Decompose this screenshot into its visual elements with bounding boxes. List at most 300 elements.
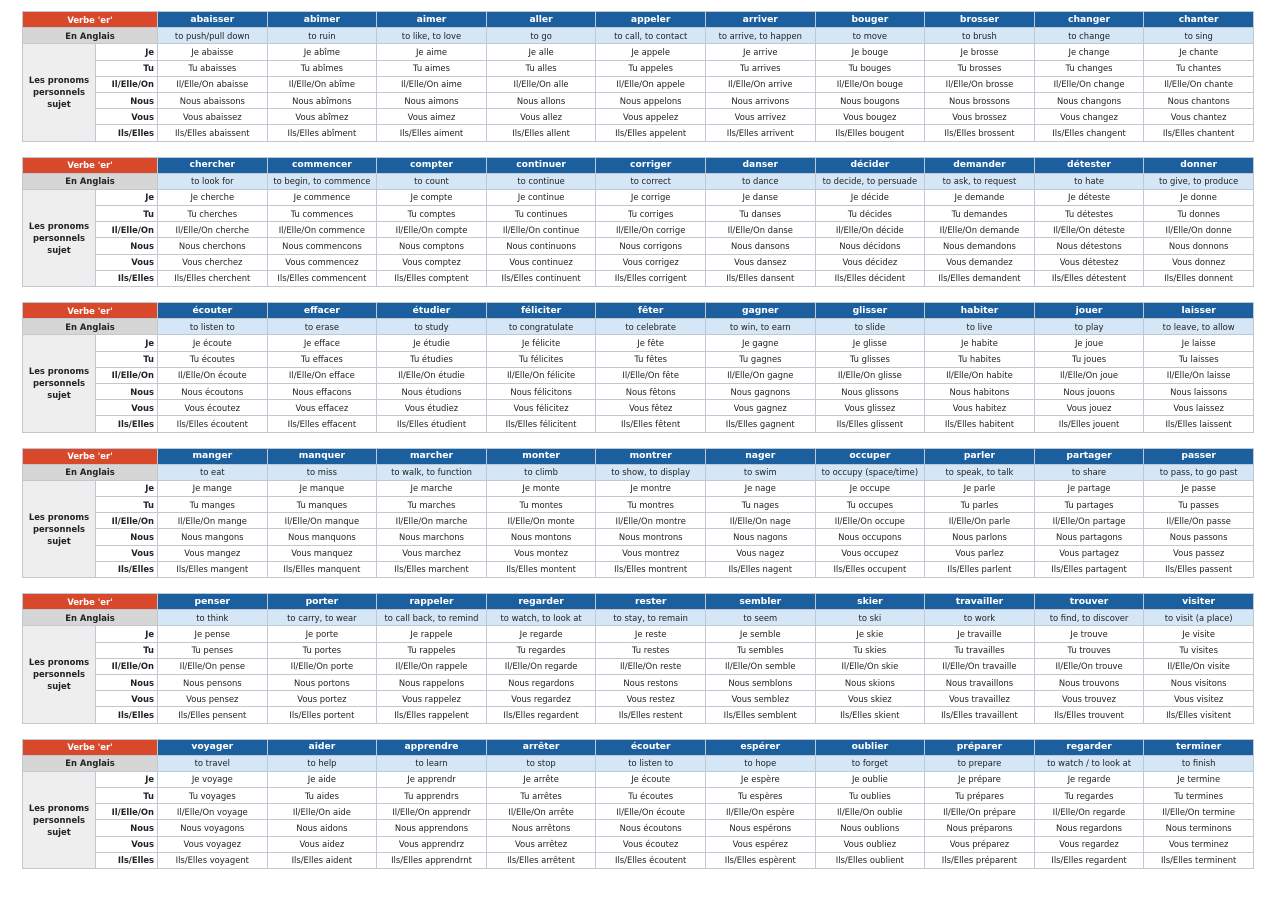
conjugation-cell: Tu écoutes xyxy=(158,351,268,367)
conjugation-cell: Je commence xyxy=(267,189,377,205)
conjugation-cell: Ils/Elles effacent xyxy=(267,416,377,432)
verb-header: abaisser xyxy=(158,12,268,28)
conjugation-cell: Il/Elle/On habite xyxy=(925,367,1035,383)
conjugation-cell: Vous parlez xyxy=(925,545,1035,561)
translation-cell: to congratulate xyxy=(486,319,596,335)
conjugation-cell: Il/Elle/On voyage xyxy=(158,804,268,820)
verbe-er-label: Verbe 'er' xyxy=(23,594,158,610)
conjugation-cell: Il/Elle/On joue xyxy=(1034,367,1144,383)
conjugation-cell: Vous skiez xyxy=(815,691,925,707)
conjugation-cell: Je arrive xyxy=(705,44,815,60)
conjugation-cell: Je termine xyxy=(1144,771,1254,787)
conjugation-cell: Tu brosses xyxy=(925,60,1035,76)
conjugation-cell: Vous cherchez xyxy=(158,254,268,270)
verb-header-row xyxy=(23,594,1254,610)
conjugation-cell: Il/Elle/On bouge xyxy=(815,76,925,92)
conjugation-cell: Il/Elle/On occupe xyxy=(815,513,925,529)
conjugation-cell: Ils/Elles fêtent xyxy=(596,416,706,432)
verbe-er-label: Verbe 'er' xyxy=(23,448,158,464)
conjugation-cell: Il/Elle/On montre xyxy=(596,513,706,529)
conjugation-cell: Tu demandes xyxy=(925,206,1035,222)
conjugation-cell: Tu arrives xyxy=(705,60,815,76)
conjugation-cell: Ils/Elles décident xyxy=(815,270,925,286)
en-anglais-label: En Anglais xyxy=(23,173,158,189)
pronoun-cell: Tu xyxy=(96,642,158,658)
conjugation-cell: Nous étudions xyxy=(377,383,487,399)
conjugation-cell: Tu félicites xyxy=(486,351,596,367)
conjugation-cell: Tu écoutes xyxy=(596,788,706,804)
conjugation-cell: Nous semblons xyxy=(705,674,815,690)
pronoun-cell: Je xyxy=(96,480,158,496)
translation-cell: to leave, to allow xyxy=(1144,319,1254,335)
conjugation-cell: Je corrige xyxy=(596,189,706,205)
conjugation-cell: Vous travaillez xyxy=(925,691,1035,707)
translation-cell: to change xyxy=(1034,28,1144,44)
conjugation-cell: Je compte xyxy=(377,189,487,205)
conjugation-cell: Tu gagnes xyxy=(705,351,815,367)
conjugation-cell: Ils/Elles cherchent xyxy=(158,270,268,286)
conjugation-cell: Tu nages xyxy=(705,497,815,513)
conjugation-cell: Il/Elle/On étudie xyxy=(377,367,487,383)
translation-cell: to hope xyxy=(705,755,815,771)
verb-header-row xyxy=(23,739,1254,755)
conjugation-cell: Nous laissons xyxy=(1144,383,1254,399)
conjugation-cell: Tu marches xyxy=(377,497,487,513)
conjugation-cell: Nous cherchons xyxy=(158,238,268,254)
conjugation-cell: Tu effaces xyxy=(267,351,377,367)
conjugation-table xyxy=(22,448,1254,579)
conjugation-cell: Tu partages xyxy=(1034,497,1144,513)
translation-cell: to move xyxy=(815,28,925,44)
conjugation-cell: Ils/Elles arrivent xyxy=(705,125,815,141)
conjugation-row xyxy=(23,626,1254,642)
conjugation-cell: Il/Elle/On prépare xyxy=(925,804,1035,820)
conjugation-cell: Ils/Elles écoutent xyxy=(596,852,706,868)
conjugation-row xyxy=(23,707,1254,723)
conjugation-cell: Ils/Elles bougent xyxy=(815,125,925,141)
conjugation-cell: Je laisse xyxy=(1144,335,1254,351)
verb-header: partager xyxy=(1034,448,1144,464)
pronoun-cell: Tu xyxy=(96,351,158,367)
conjugation-cell: Vous partagez xyxy=(1034,545,1144,561)
conjugation-cell: Vous abîmez xyxy=(267,109,377,125)
conjugation-cell: Ils/Elles terminent xyxy=(1144,852,1254,868)
translation-cell: to continue xyxy=(486,173,596,189)
conjugation-cell: Vous regardez xyxy=(1034,836,1144,852)
conjugation-cell: Ils/Elles commencent xyxy=(267,270,377,286)
conjugation-cell: Vous commencez xyxy=(267,254,377,270)
pronoun-cell: Vous xyxy=(96,691,158,707)
conjugation-cell: Ils/Elles arrêtent xyxy=(486,852,596,868)
conjugation-cell: Vous voyagez xyxy=(158,836,268,852)
verb-header: fêter xyxy=(596,303,706,319)
conjugation-cell: Nous écoutons xyxy=(158,383,268,399)
translation-cell: to watch / to look at xyxy=(1034,755,1144,771)
conjugation-cell: Ils/Elles abaissent xyxy=(158,125,268,141)
translation-cell: to seem xyxy=(705,610,815,626)
conjugation-cell: Ils/Elles aident xyxy=(267,852,377,868)
conjugation-cell: Nous partagons xyxy=(1034,529,1144,545)
pronoun-cell: Tu xyxy=(96,60,158,76)
pronoun-cell: Je xyxy=(96,335,158,351)
conjugation-cell: Ils/Elles skient xyxy=(815,707,925,723)
pronoun-cell: Je xyxy=(96,626,158,642)
conjugation-cell: Nous effacons xyxy=(267,383,377,399)
conjugation-cell: Vous aidez xyxy=(267,836,377,852)
conjugation-cell: Nous terminons xyxy=(1144,820,1254,836)
conjugation-cell: Tu changes xyxy=(1034,60,1144,76)
conjugation-cell: Vous trouvez xyxy=(1034,691,1144,707)
conjugation-row xyxy=(23,189,1254,205)
conjugation-row xyxy=(23,125,1254,141)
verb-header: skier xyxy=(815,594,925,610)
conjugation-row xyxy=(23,206,1254,222)
pronouns-label: Les pronoms personnels sujet xyxy=(23,480,96,577)
en-anglais-label: En Anglais xyxy=(23,610,158,626)
conjugation-cell: Nous visitons xyxy=(1144,674,1254,690)
translation-cell: to learn xyxy=(377,755,487,771)
conjugation-cell: Nous occupons xyxy=(815,529,925,545)
conjugation-cell: Nous passons xyxy=(1144,529,1254,545)
conjugation-cell: Ils/Elles chantent xyxy=(1144,125,1254,141)
conjugation-cell: Nous décidons xyxy=(815,238,925,254)
translation-cell: to brush xyxy=(925,28,1035,44)
verb-header-row xyxy=(23,157,1254,173)
conjugation-cell: Ils/Elles dansent xyxy=(705,270,815,286)
pronouns-label: Les pronoms personnels sujet xyxy=(23,189,96,286)
conjugation-row xyxy=(23,852,1254,868)
conjugation-cell: Vous visitez xyxy=(1144,691,1254,707)
conjugation-cell: Je monte xyxy=(486,480,596,496)
verb-header: féliciter xyxy=(486,303,596,319)
conjugation-cell: Je montre xyxy=(596,480,706,496)
translation-cell: to listen to xyxy=(596,755,706,771)
conjugation-cell: Je bouge xyxy=(815,44,925,60)
conjugation-row xyxy=(23,674,1254,690)
conjugation-cell: Vous espérez xyxy=(705,836,815,852)
conjugation-cell: Tu manques xyxy=(267,497,377,513)
conjugation-cell: Je nage xyxy=(705,480,815,496)
conjugation-cell: Il/Elle/On marche xyxy=(377,513,487,529)
conjugation-cell: Tu corriges xyxy=(596,206,706,222)
conjugation-cell: Nous voyagons xyxy=(158,820,268,836)
verb-header: parler xyxy=(925,448,1035,464)
conjugation-cell: Il/Elle/On donne xyxy=(1144,222,1254,238)
conjugation-cell: Nous aidons xyxy=(267,820,377,836)
conjugation-row xyxy=(23,561,1254,577)
translation-cell: to hate xyxy=(1034,173,1144,189)
pronoun-cell: Il/Elle/On xyxy=(96,367,158,383)
conjugation-cell: Vous corrigez xyxy=(596,254,706,270)
verb-header: rester xyxy=(596,594,706,610)
verb-header: chanter xyxy=(1144,12,1254,28)
conjugation-cell: Il/Elle/On aime xyxy=(377,76,487,92)
conjugation-cell: Tu alles xyxy=(486,60,596,76)
conjugation-cell: Je danse xyxy=(705,189,815,205)
conjugation-cell: Tu rappeles xyxy=(377,642,487,658)
conjugation-cell: Ils/Elles glissent xyxy=(815,416,925,432)
conjugation-cell: Vous allez xyxy=(486,109,596,125)
conjugation-cell: Il/Elle/On déteste xyxy=(1034,222,1144,238)
conjugation-row xyxy=(23,771,1254,787)
conjugation-cell: Je travaille xyxy=(925,626,1035,642)
conjugation-cell: Il/Elle/On corrige xyxy=(596,222,706,238)
pronouns-label: Les pronoms personnels sujet xyxy=(23,44,96,141)
conjugation-cell: Vous jouez xyxy=(1034,400,1144,416)
conjugation-cell: Je apprendr xyxy=(377,771,487,787)
verb-header: appeler xyxy=(596,12,706,28)
conjugation-cell: Tu cherches xyxy=(158,206,268,222)
conjugation-cell: Tu détestes xyxy=(1034,206,1144,222)
verb-header: abîmer xyxy=(267,12,377,28)
conjugation-cell: Tu regardes xyxy=(486,642,596,658)
conjugation-cell: Je oublie xyxy=(815,771,925,787)
conjugation-row xyxy=(23,480,1254,496)
conjugation-cell: Nous mangons xyxy=(158,529,268,545)
conjugation-cell: Nous manquons xyxy=(267,529,377,545)
translation-row xyxy=(23,28,1254,44)
conjugation-cell: Il/Elle/On change xyxy=(1034,76,1144,92)
verb-header: porter xyxy=(267,594,377,610)
verb-header: voyager xyxy=(158,739,268,755)
conjugation-cell: Il/Elle/On gagne xyxy=(705,367,815,383)
translation-cell: to dance xyxy=(705,173,815,189)
conjugation-cell: Ils/Elles écoutent xyxy=(158,416,268,432)
conjugation-cell: Vous nagez xyxy=(705,545,815,561)
conjugation-cell: Ils/Elles rappelent xyxy=(377,707,487,723)
translation-cell: to pass, to go past xyxy=(1144,464,1254,480)
conjugation-cell: Vous habitez xyxy=(925,400,1035,416)
conjugation-cell: Ils/Elles voyagent xyxy=(158,852,268,868)
conjugation-cell: Nous changons xyxy=(1034,92,1144,108)
conjugation-cell: Tu danses xyxy=(705,206,815,222)
verb-header: passer xyxy=(1144,448,1254,464)
translation-cell: to finish xyxy=(1144,755,1254,771)
conjugation-cell: Ils/Elles mangent xyxy=(158,561,268,577)
conjugation-page xyxy=(22,11,1253,884)
conjugation-cell: Tu parles xyxy=(925,497,1035,513)
pronoun-cell: Nous xyxy=(96,529,158,545)
pronouns-label: Les pronoms personnels sujet xyxy=(23,771,96,868)
translation-cell: to miss xyxy=(267,464,377,480)
conjugation-cell: Nous skions xyxy=(815,674,925,690)
conjugation-cell: Ils/Elles parlent xyxy=(925,561,1035,577)
translation-cell: to ski xyxy=(815,610,925,626)
conjugation-cell: Tu manges xyxy=(158,497,268,513)
conjugation-cell: Nous arrêtons xyxy=(486,820,596,836)
conjugation-cell: Je rappele xyxy=(377,626,487,642)
conjugation-cell: Ils/Elles occupent xyxy=(815,561,925,577)
verbe-er-label: Verbe 'er' xyxy=(23,12,158,28)
conjugation-cell: Nous rappelons xyxy=(377,674,487,690)
pronoun-cell: Il/Elle/On xyxy=(96,804,158,820)
conjugation-cell: Tu montres xyxy=(596,497,706,513)
conjugation-cell: Il/Elle/On termine xyxy=(1144,804,1254,820)
translation-cell: to ruin xyxy=(267,28,377,44)
conjugation-cell: Je occupe xyxy=(815,480,925,496)
conjugation-cell: Il/Elle/On semble xyxy=(705,658,815,674)
conjugation-cell: Tu glisses xyxy=(815,351,925,367)
conjugation-cell: Il/Elle/On rappele xyxy=(377,658,487,674)
verb-header: bouger xyxy=(815,12,925,28)
conjugation-cell: Nous montrons xyxy=(596,529,706,545)
conjugation-cell: Ils/Elles préparent xyxy=(925,852,1035,868)
conjugation-cell: Nous abaissons xyxy=(158,92,268,108)
conjugation-cell: Ils/Elles montent xyxy=(486,561,596,577)
verb-header: trouver xyxy=(1034,594,1144,610)
conjugation-cell: Il/Elle/On alle xyxy=(486,76,596,92)
conjugation-cell: Ils/Elles étudient xyxy=(377,416,487,432)
conjugation-cell: Vous semblez xyxy=(705,691,815,707)
pronoun-cell: Je xyxy=(96,771,158,787)
conjugation-cell: Il/Elle/On aide xyxy=(267,804,377,820)
conjugation-cell: Je reste xyxy=(596,626,706,642)
conjugation-cell: Je change xyxy=(1034,44,1144,60)
conjugation-cell: Nous arrivons xyxy=(705,92,815,108)
conjugation-cell: Vous restez xyxy=(596,691,706,707)
translation-cell: to push/pull down xyxy=(158,28,268,44)
conjugation-cell: Je semble xyxy=(705,626,815,642)
translation-cell: to share xyxy=(1034,464,1144,480)
conjugation-cell: Nous nagons xyxy=(705,529,815,545)
conjugation-cell: Tu arrêtes xyxy=(486,788,596,804)
conjugation-cell: Tu apprendrs xyxy=(377,788,487,804)
conjugation-cell: Ils/Elles pensent xyxy=(158,707,268,723)
conjugation-cell: Tu visites xyxy=(1144,642,1254,658)
conjugation-cell: Ils/Elles brossent xyxy=(925,125,1035,141)
conjugation-cell: Vous changez xyxy=(1034,109,1144,125)
conjugation-cell: Je trouve xyxy=(1034,626,1144,642)
conjugation-cell: Vous donnez xyxy=(1144,254,1254,270)
translation-cell: to speak, to talk xyxy=(925,464,1035,480)
verb-header: laisser xyxy=(1144,303,1254,319)
conjugation-cell: Tu appeles xyxy=(596,60,706,76)
conjugation-cell: Ils/Elles portent xyxy=(267,707,377,723)
conjugation-cell: Vous montez xyxy=(486,545,596,561)
conjugation-cell: Nous espérons xyxy=(705,820,815,836)
conjugation-cell: Nous bougons xyxy=(815,92,925,108)
conjugation-cell: Nous gagnons xyxy=(705,383,815,399)
conjugation-cell: Vous mangez xyxy=(158,545,268,561)
translation-cell: to swim xyxy=(705,464,815,480)
conjugation-cell: Vous gagnez xyxy=(705,400,815,416)
conjugation-cell: Vous écoutez xyxy=(596,836,706,852)
pronoun-cell: Vous xyxy=(96,836,158,852)
conjugation-row xyxy=(23,820,1254,836)
translation-cell: to occupy (space/time) xyxy=(815,464,925,480)
translation-cell: to count xyxy=(377,173,487,189)
verb-header: aimer xyxy=(377,12,487,28)
conjugation-cell: Tu donnes xyxy=(1144,206,1254,222)
translation-row xyxy=(23,610,1254,626)
conjugation-cell: Ils/Elles gagnent xyxy=(705,416,815,432)
conjugation-cell: Je alle xyxy=(486,44,596,60)
translation-cell: to play xyxy=(1034,319,1144,335)
conjugation-row xyxy=(23,254,1254,270)
conjugation-cell: Je fête xyxy=(596,335,706,351)
conjugation-cell: Ils/Elles félicitent xyxy=(486,416,596,432)
conjugation-cell: Je écoute xyxy=(596,771,706,787)
conjugation-cell: Il/Elle/On arrête xyxy=(486,804,596,820)
verbe-er-label: Verbe 'er' xyxy=(23,303,158,319)
conjugation-cell: Tu comptes xyxy=(377,206,487,222)
conjugation-cell: Vous écoutez xyxy=(158,400,268,416)
verb-header: écouter xyxy=(158,303,268,319)
conjugation-cell: Il/Elle/On demande xyxy=(925,222,1035,238)
conjugation-table xyxy=(22,11,1254,142)
conjugation-row xyxy=(23,367,1254,383)
conjugation-cell: Il/Elle/On skie xyxy=(815,658,925,674)
pronoun-cell: Nous xyxy=(96,383,158,399)
conjugation-cell: Je pense xyxy=(158,626,268,642)
translation-cell: to call back, to remind xyxy=(377,610,487,626)
conjugation-cell: Tu aimes xyxy=(377,60,487,76)
conjugation-cell: Vous préparez xyxy=(925,836,1035,852)
conjugation-cell: Tu abaisses xyxy=(158,60,268,76)
pronoun-cell: Ils/Elles xyxy=(96,852,158,868)
conjugation-table xyxy=(22,157,1254,288)
pronoun-cell: Il/Elle/On xyxy=(96,658,158,674)
conjugation-cell: Vous regardez xyxy=(486,691,596,707)
verb-header: continuer xyxy=(486,157,596,173)
translation-cell: to carry, to wear xyxy=(267,610,377,626)
conjugation-cell: Nous restons xyxy=(596,674,706,690)
conjugation-cell: Nous demandons xyxy=(925,238,1035,254)
verb-header: travailler xyxy=(925,594,1035,610)
verbe-er-label: Verbe 'er' xyxy=(23,739,158,755)
conjugation-cell: Je déteste xyxy=(1034,189,1144,205)
pronoun-cell: Nous xyxy=(96,674,158,690)
translation-cell: to call, to contact xyxy=(596,28,706,44)
conjugation-cell: Tu regardes xyxy=(1034,788,1144,804)
verb-header: aller xyxy=(486,12,596,28)
conjugation-cell: Je continue xyxy=(486,189,596,205)
conjugation-cell: Je prépare xyxy=(925,771,1035,787)
conjugation-cell: Vous dansez xyxy=(705,254,815,270)
conjugation-cell: Je regarde xyxy=(1034,771,1144,787)
verb-header: regarder xyxy=(486,594,596,610)
conjugation-cell: Vous passez xyxy=(1144,545,1254,561)
conjugation-cell: Tu prépares xyxy=(925,788,1035,804)
conjugation-cell: Tu occupes xyxy=(815,497,925,513)
verb-header: nager xyxy=(705,448,815,464)
conjugation-row xyxy=(23,529,1254,545)
conjugation-cell: Vous chantez xyxy=(1144,109,1254,125)
conjugation-cell: Il/Elle/On efface xyxy=(267,367,377,383)
verb-header: habiter xyxy=(925,303,1035,319)
conjugation-cell: Nous montons xyxy=(486,529,596,545)
conjugation-cell: Il/Elle/On apprendr xyxy=(377,804,487,820)
translation-cell: to like, to love xyxy=(377,28,487,44)
verb-header: demander xyxy=(925,157,1035,173)
conjugation-cell: Vous demandez xyxy=(925,254,1035,270)
conjugation-cell: Nous abîmons xyxy=(267,92,377,108)
verb-header: glisser xyxy=(815,303,925,319)
translation-cell: to correct xyxy=(596,173,706,189)
conjugation-cell: Tu trouves xyxy=(1034,642,1144,658)
translation-cell: to erase xyxy=(267,319,377,335)
conjugation-cell: Il/Elle/On continue xyxy=(486,222,596,238)
conjugation-cell: Nous donnons xyxy=(1144,238,1254,254)
conjugation-cell: Tu commences xyxy=(267,206,377,222)
conjugation-row xyxy=(23,497,1254,513)
translation-cell: to work xyxy=(925,610,1035,626)
conjugation-cell: Je félicite xyxy=(486,335,596,351)
translation-cell: to study xyxy=(377,319,487,335)
translation-cell: to travel xyxy=(158,755,268,771)
conjugation-cell: Tu sembles xyxy=(705,642,815,658)
conjugation-cell: Nous glissons xyxy=(815,383,925,399)
